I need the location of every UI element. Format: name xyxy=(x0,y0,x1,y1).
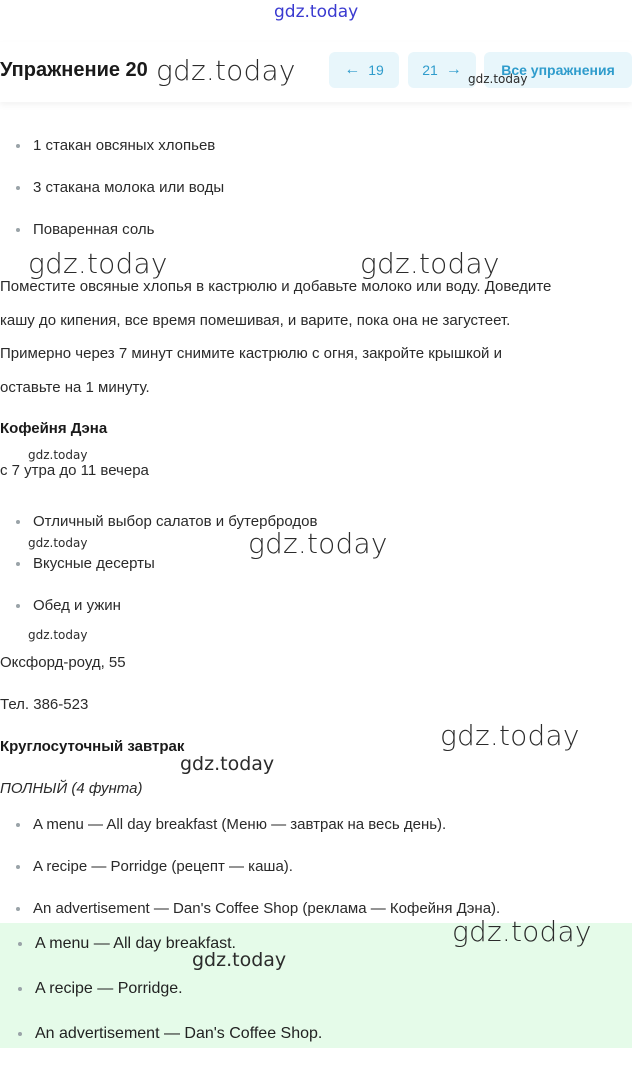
prev-exercise-button[interactable] xyxy=(329,52,399,88)
text-line: оставьте на 1 минуту. xyxy=(0,378,150,396)
watermark: gdz.today xyxy=(248,527,388,560)
list-item: Поваренная соль xyxy=(16,220,224,262)
watermark: gdz.today xyxy=(452,915,592,948)
watermark: gdz.today xyxy=(28,536,88,550)
watermark: gdz.today xyxy=(28,448,88,462)
ingredients-list xyxy=(16,136,224,262)
watermark: gdz.today xyxy=(274,2,359,22)
menu-title: Круглосуточный завтрак xyxy=(0,738,185,755)
list-item: A menu — All day breakfast (Меню — завтрак на весь день). xyxy=(16,815,500,857)
list-item: A menu — All day breakfast. xyxy=(18,934,322,979)
watermark: gdz.today xyxy=(468,72,528,86)
watermark: gdz.today xyxy=(360,247,500,280)
watermark: gdz.today xyxy=(28,247,168,280)
text-line: Поместите овсяные хлопья в кастрюлю и добавьте молоко или воду. Доведите xyxy=(0,278,552,295)
text-line: кашу до кипения, все время помешивая, и варите, пока она не загустеет. xyxy=(0,311,511,329)
arrow-left-icon: ← xyxy=(344,61,361,78)
arrow-right-icon: → xyxy=(445,61,462,78)
prev-exercise-label: 19 xyxy=(368,62,384,78)
watermark: gdz.today xyxy=(192,949,287,971)
watermark: gdz.today xyxy=(440,719,580,752)
next-exercise-label: 21 xyxy=(422,62,438,78)
shop-address: Оксфорд-роуд, 55 xyxy=(0,654,126,671)
list-item: An advertisement — Dan's Coffee Shop (реклама — Кофейня Дэна). xyxy=(16,899,500,941)
list-item: An advertisement — Dan's Coffee Shop. xyxy=(18,1024,322,1069)
list-item: 1 стакан овсяных хлопьев xyxy=(16,136,224,178)
watermark: gdz.today xyxy=(180,753,275,775)
watermark: gdz.today xyxy=(28,628,88,642)
list-item: Отличный выбор салатов и бутербродов xyxy=(16,512,317,554)
menu-item: ПОЛНЫЙ (4 фунта) xyxy=(0,780,143,797)
list-item: A recipe — Porridge (рецепт — каша). xyxy=(16,857,500,899)
watermark: gdz.today xyxy=(156,54,296,87)
exercise-header xyxy=(0,42,632,102)
list-item: Вкусные десерты xyxy=(16,554,317,596)
list-item: A recipe — Porridge. xyxy=(18,979,322,1024)
next-exercise-button[interactable] xyxy=(408,52,476,88)
text-line: Примерно через 7 минут снимите кастрюлю с огня, закройте крышкой и xyxy=(0,345,502,362)
shop-phone: Тел. 386-523 xyxy=(0,696,89,713)
shop-hours: с 7 утра до 11 вечера xyxy=(0,462,149,479)
page-title: Упражнение 20 xyxy=(0,59,148,81)
shop-name: Кофейня Дэна xyxy=(0,420,108,437)
list-item: Обед и ужин xyxy=(16,596,317,638)
list-item: 3 стакана молока или воды xyxy=(16,178,224,220)
recipe-method xyxy=(0,270,632,404)
all-exercises-label: Все упражнения xyxy=(501,62,615,78)
